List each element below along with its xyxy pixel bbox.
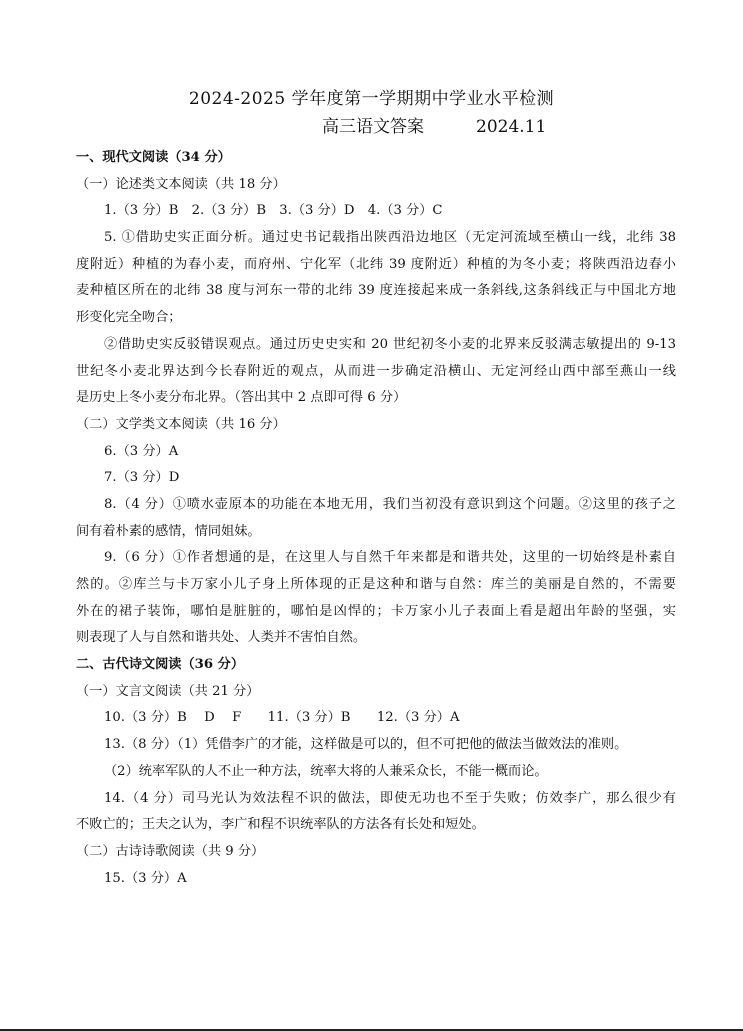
answer-line: （一）文言文阅读（共 21 分） — [76, 683, 260, 699]
answer-line: 不败亡的；王夫之认为，李广和程不识统率队的方法各有长处和短处。 — [76, 817, 485, 833]
answer-line: 7.（3 分）D — [104, 470, 180, 486]
exam-date: 2024.11 — [476, 117, 547, 137]
section-heading: 二、古代诗文阅读（36 分） — [76, 657, 245, 673]
answer-line: 然的。②库兰与卡万家小儿子身上所体现的正是这种和谐与自然：库兰的美丽是自然的，不需要 — [76, 577, 676, 592]
subject-label: 高三语文答案 — [322, 117, 424, 137]
answer-line: （二）古诗诗歌阅读（共 9 分） — [76, 843, 265, 859]
answer-line: （一）论述类文本阅读（共 18 分） — [76, 176, 286, 192]
answer-line: 是历史上冬小麦分布北界。（答出其中 2 点即可得 6 分） — [76, 390, 407, 406]
document-subtitle — [322, 112, 546, 137]
answer-line: 15.（3 分）A — [104, 870, 187, 886]
section-heading: 一、现代文阅读（34 分） — [76, 150, 231, 165]
answer-line: 1.（3 分）B 2.（3 分）B 3.（3 分）D 4.（3 分）C — [104, 203, 443, 219]
answer-line: 形变化完全吻合； — [76, 310, 182, 326]
answer-line: 度附近）种植的为春小麦，而府州、宁化军（北纬 39 度附近）种植的为冬小麦；将陕西沿边春小 — [76, 256, 676, 272]
answer-line: 麦种植区所在的北纬 38 度与河东一带的北纬 39 度连接起来成一条斜线,这条斜线正与中国北方地 — [76, 283, 676, 299]
answer-line: 世纪冬小麦北界达到今长春附近的观点，从而进一步确定沿横山、无定河经山西中部至燕山一线 — [76, 363, 676, 379]
answer-line: 则表现了人与自然和谐共处、人类并不害怕自然。 — [76, 630, 367, 646]
document-title: 2024-2025 学年度第一学期期中学业水平检测 — [188, 89, 555, 109]
answer-content — [76, 145, 676, 892]
answer-line: 10.（3 分）B D F 11.（3 分）B 12.（3 分）A — [104, 710, 460, 726]
answer-line: （2）统率军队的人不止一种方法，统率大将的人兼采众长，不能一概而论。 — [104, 763, 548, 779]
answer-line: 外在的裙子装饰，哪怕是脏脏的，哪怕是凶悍的；卡万家小儿子表面上看是超出年龄的坚强，实 — [76, 603, 676, 619]
answer-line: 13.（8 分）（1）凭借李广的才能，这样做是可以的，但不可把他的做法当做效法的准则。 — [104, 737, 628, 753]
answer-line: 9.（6 分）①作者想通的是，在这里人与自然千年来都是和谐共处，这里的一切始终是朴素自 — [104, 550, 676, 566]
answer-line: 14.（4 分）司马光认为效法程不识的做法，即使无功也不至于失败；仿效李广，那么很少有 — [104, 790, 676, 806]
answer-line: （二）文学类文本阅读（共 16 分） — [76, 416, 286, 432]
answer-line: ②借助史实反驳错误观点。通过历史史实和 20 世纪初冬小麦的北界来反驳满志敏提出的 9-13 — [104, 336, 676, 352]
answer-line: 8.（4 分）①喷水壶原本的功能在本地无用，我们当初没有意识到这个问题。②这里的孩子之 — [104, 496, 676, 512]
answer-line: 6.（3 分）A — [104, 443, 179, 459]
answer-line: 5. ①借助史实正面分析。通过史书记载指出陕西沿边地区（无定河流域至横山一线，北纬 38 — [104, 230, 676, 246]
answer-line: 间有着朴素的感情，情同姐妹。 — [76, 523, 261, 539]
